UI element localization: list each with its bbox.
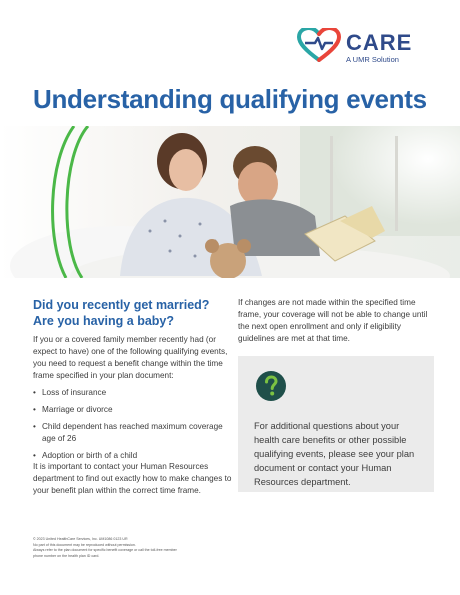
footer-legal — [33, 537, 273, 559]
qualifying-events-list — [33, 387, 238, 467]
list-item: • Adoption or birth of a child — [33, 450, 238, 462]
footer-line: Always refer to the plan document for specific benefit coverage or call the toll-free member — [33, 548, 177, 553]
list-item: • Marriage or divorce — [33, 404, 238, 416]
list-item: • Child dependent has reached maximum coverage age of 26 — [33, 421, 238, 445]
care-logo — [297, 26, 427, 68]
help-text: For additional questions about your health care benefits or other possible qualifying events, please see your plan document or contact your Human Resources department. — [254, 421, 415, 487]
section-heading-line2: Are you having a baby? — [33, 314, 175, 328]
question-mark-icon — [255, 370, 287, 402]
section-heading-line1: Did you recently get married? — [33, 298, 210, 312]
list-item: • Loss of insurance — [33, 387, 238, 399]
deadline-paragraph: If changes are not made within the specified time frame, your coverage will not be able to change until the next open enrollment and only if eligibility guidelines are met at that time. — [238, 298, 428, 343]
footer-line: © 2023 United HealthCare Services, Inc. UM1086 0123 UR — [33, 537, 128, 541]
hero-photo — [0, 126, 460, 278]
footer-line: phone number on the health plan ID card. — [33, 553, 100, 558]
footer-line: No part of this document may be reproduced without permission. — [33, 542, 136, 547]
logo-tagline: A UMR Solution — [346, 55, 399, 64]
intro-paragraph: If you or a covered family member recently had (or expect to have) one of the following qualifying events, you need to request a benefit change within the time frame specified in your plan document: — [33, 335, 228, 380]
contact-paragraph: It is important to contact your Human Resources department to find out exactly how to make changes to your benefit plan within the correct time frame. — [33, 462, 232, 495]
page-title: Understanding qualifying events — [33, 84, 427, 114]
help-box — [238, 356, 434, 492]
section-heading — [33, 297, 233, 329]
heart-logo-icon — [297, 28, 341, 62]
logo-wordmark: CARE — [346, 30, 413, 55]
